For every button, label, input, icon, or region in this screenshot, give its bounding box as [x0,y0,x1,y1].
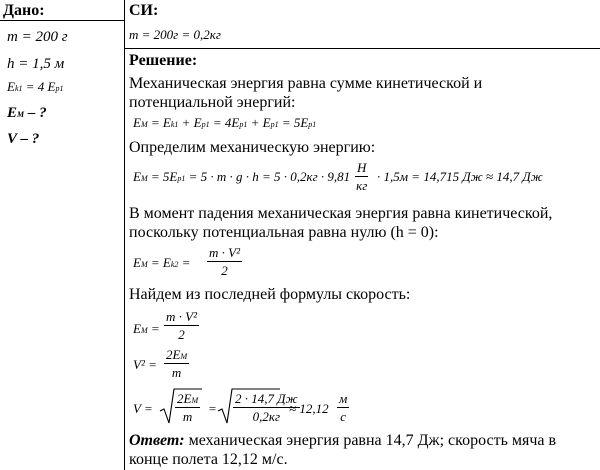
solution-header: Решение: [129,52,198,69]
find-mechanical-energy: EM – ? [7,105,47,121]
text-1a: Механическая энергия равна сумме кинетической и [129,75,483,92]
equation-6-left: V = [133,401,153,416]
equation-2-unit-fraction: H кг [356,160,368,193]
si-conversion: m = 200г = 0,2кг [129,27,221,42]
equation-6-fraction-1: 2EM m [177,391,199,424]
given-height: h = 1,5 м [7,56,65,72]
si-rule [125,48,600,49]
si-header: СИ: [129,2,159,19]
answer-line-1: Ответ: механическая энергия равна 14,7 Дж; скорость мяча в [129,432,557,449]
equation-6-result: ≈ 12,12 [289,401,329,416]
equation-6-unit-fraction: м с [339,391,348,424]
given-header-rule [0,20,124,21]
text-2: Определим механическую энергию: [129,139,376,156]
equation-2-left: EM = 5Ep1 = 5 · m · g · h = 5 · 0,2кг · 9,81 [133,169,351,184]
find-velocity: V – ? [7,131,40,147]
text-3a: В момент падения механическая энергия равна кинетической, [129,205,553,222]
column-divider [124,0,125,470]
equation-3-left: EM = Ek2 = [133,255,191,270]
given-energy-ratio: Ek1 = 4 Ep1 [7,79,64,94]
answer-line-2: конце полета 12,12 м/с. [129,451,288,468]
equation-6-fraction-2: 2 · 14,7 Дж 0,2кг [235,391,298,424]
given-header: Дано: [3,2,45,19]
text-3b: поскольку потенциальная равна нулю (h = 0): [129,224,439,241]
equation-1: EM = Ek1 + Ep1 = 4Ep1 + Ep1 = 5Ep1 [133,115,317,130]
answer-label: Ответ: [129,432,185,449]
equation-3-fraction: m · V² 2 [209,245,240,278]
equation-4-left: EM = [133,321,160,336]
equation-5-fraction: 2EM m [166,347,188,380]
equation-4-fraction: m · V² 2 [166,309,197,342]
text-1b: потенциальной энергий: [129,94,296,111]
equation-6-equals: = [208,401,217,416]
text-4: Найдем из последней формулы скорость: [129,286,411,303]
equation-2-right: · 1,5м = 14,715 Дж ≈ 14,7 Дж [377,169,543,184]
equation-5-left: V² = [133,357,157,372]
given-mass: m = 200 г [7,29,68,45]
